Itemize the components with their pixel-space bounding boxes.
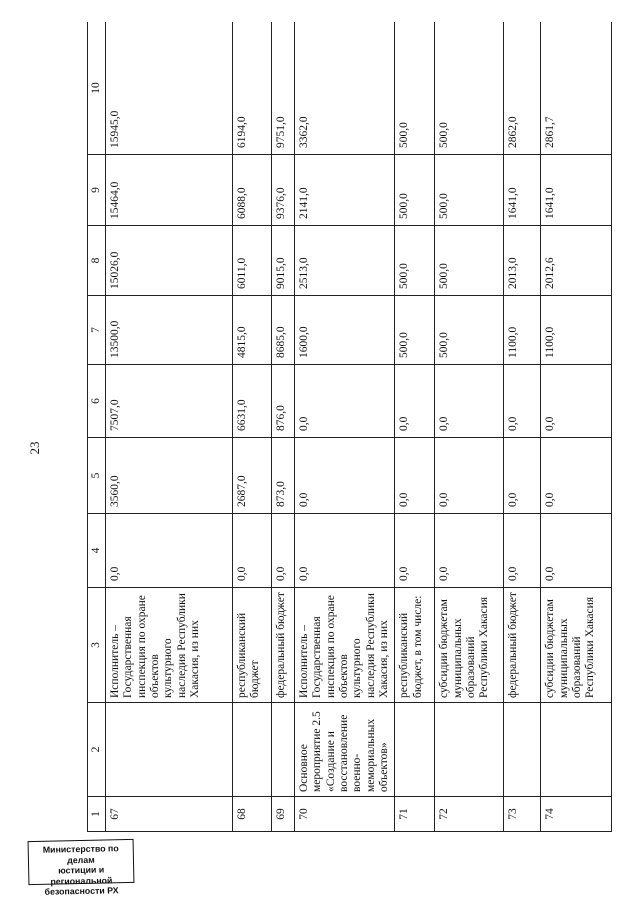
source-cell: республиканский бюджет — [233, 588, 272, 703]
header-cell: 4 — [88, 514, 106, 588]
value-cell: 2013,0 — [504, 226, 541, 296]
table-row — [233, 22, 272, 832]
value-cell: 6088,0 — [233, 155, 272, 226]
row-number: 70 — [295, 797, 395, 832]
value-cell: 0,0 — [504, 438, 541, 514]
value-cell: 0,0 — [395, 365, 435, 438]
source-cell: республиканский бюджет, в том числе: — [395, 588, 435, 703]
value-cell: 9751,0 — [272, 22, 295, 155]
header-cell: 3 — [88, 588, 106, 703]
table-row — [295, 22, 395, 832]
value-cell: 8685,0 — [272, 296, 295, 365]
table-area — [87, 22, 613, 832]
header-cell: 6 — [88, 365, 106, 438]
row-number: 68 — [233, 797, 272, 832]
value-cell: 9376,0 — [272, 155, 295, 226]
value-cell: 500,0 — [435, 226, 504, 296]
table-row — [435, 22, 504, 832]
value-cell: 7507,0 — [106, 365, 233, 438]
value-cell: 0,0 — [435, 365, 504, 438]
source-cell: Исполнитель – Государственная инспекция по охране объектов культурного наследия Республики Хакасия, из них — [106, 588, 233, 703]
stamp-line: юстиции и региональной — [50, 864, 113, 887]
value-cell: 9015,0 — [272, 226, 295, 296]
value-cell: 0,0 — [295, 365, 395, 438]
value-cell: 876,0 — [272, 365, 295, 438]
value-cell: 1600,0 — [295, 296, 395, 365]
value-cell: 0,0 — [106, 514, 233, 588]
value-cell: 500,0 — [435, 22, 504, 155]
value-cell: 500,0 — [435, 155, 504, 226]
value-cell: 500,0 — [395, 296, 435, 365]
page-number: 23 — [27, 441, 42, 455]
source-cell: субсидии бюджетам муниципальных образований Республики Хакасия — [541, 588, 612, 703]
row-number: 73 — [504, 797, 541, 832]
value-cell: 500,0 — [395, 226, 435, 296]
event-cell — [395, 703, 435, 797]
source-cell: федеральный бюджет — [272, 588, 295, 703]
value-cell: 873,0 — [272, 438, 295, 514]
value-cell: 0,0 — [295, 438, 395, 514]
header-cell: 8 — [88, 226, 106, 296]
value-cell: 2687,0 — [233, 438, 272, 514]
header-cell: 7 — [88, 296, 106, 365]
event-cell — [435, 703, 504, 797]
source-cell: субсидии бюджетам муниципальных образований Республики Хакасия — [435, 588, 504, 703]
value-cell: 500,0 — [395, 22, 435, 155]
value-cell: 1641,0 — [541, 155, 612, 226]
event-cell — [233, 703, 272, 797]
table-row — [106, 22, 233, 832]
value-cell: 15026,0 — [106, 226, 233, 296]
value-cell: 0,0 — [233, 514, 272, 588]
value-cell: 0,0 — [295, 514, 395, 588]
row-number: 74 — [541, 797, 612, 832]
table-row — [272, 22, 295, 832]
event-cell — [272, 703, 295, 797]
row-number: 71 — [395, 797, 435, 832]
value-cell: 0,0 — [541, 514, 612, 588]
value-cell: 2861,7 — [541, 22, 612, 155]
row-number: 72 — [435, 797, 504, 832]
event-cell — [106, 703, 233, 797]
value-cell: 1100,0 — [541, 296, 612, 365]
row-number: 67 — [106, 797, 233, 832]
value-cell: 4815,0 — [233, 296, 272, 365]
value-cell: 0,0 — [395, 438, 435, 514]
value-cell: 6194,0 — [233, 22, 272, 155]
event-cell: Основное мероприятие 2.5 «Создание и восстановление военно-мемориальных объектов» — [295, 703, 395, 797]
value-cell: 2862,0 — [504, 22, 541, 155]
header-cell: 1 — [88, 797, 106, 832]
row-number: 69 — [272, 797, 295, 832]
stamp-line: Министерство по делам — [42, 843, 119, 865]
header-row — [88, 22, 106, 832]
value-cell: 2012,6 — [541, 226, 612, 296]
table-row — [541, 22, 612, 832]
budget-table — [87, 22, 612, 832]
value-cell: 6011,0 — [233, 226, 272, 296]
value-cell: 3362,0 — [295, 22, 395, 155]
value-cell: 3560,0 — [106, 438, 233, 514]
value-cell: 0,0 — [504, 514, 541, 588]
value-cell: 15945,0 — [106, 22, 233, 155]
event-cell — [541, 703, 612, 797]
table-row — [504, 22, 541, 832]
value-cell: 2513,0 — [295, 226, 395, 296]
header-cell: 5 — [88, 438, 106, 514]
value-cell: 0,0 — [541, 438, 612, 514]
value-cell: 500,0 — [395, 155, 435, 226]
header-cell: 2 — [88, 703, 106, 797]
value-cell: 0,0 — [395, 514, 435, 588]
value-cell: 0,0 — [541, 365, 612, 438]
value-cell: 0,0 — [435, 514, 504, 588]
value-cell: 13500,0 — [106, 296, 233, 365]
header-cell: 10 — [88, 22, 106, 155]
ministry-stamp — [28, 839, 135, 897]
stamp-line: безопасности РХ — [44, 885, 119, 897]
value-cell: 0,0 — [435, 438, 504, 514]
rotated-table-wrapper — [87, 22, 613, 832]
value-cell: 1100,0 — [504, 296, 541, 365]
value-cell: 2141,0 — [295, 155, 395, 226]
source-cell: Исполнитель – Государственная инспекция по охране объектов культурного наследия Республики Хакасия, из них — [295, 588, 395, 703]
value-cell: 1641,0 — [504, 155, 541, 226]
value-cell: 0,0 — [504, 365, 541, 438]
event-cell — [504, 703, 541, 797]
value-cell: 500,0 — [435, 296, 504, 365]
source-cell: федеральный бюджет — [504, 588, 541, 703]
value-cell: 15464,0 — [106, 155, 233, 226]
header-cell: 9 — [88, 155, 106, 226]
value-cell: 0,0 — [272, 514, 295, 588]
value-cell: 6631,0 — [233, 365, 272, 438]
table-row — [395, 22, 435, 832]
